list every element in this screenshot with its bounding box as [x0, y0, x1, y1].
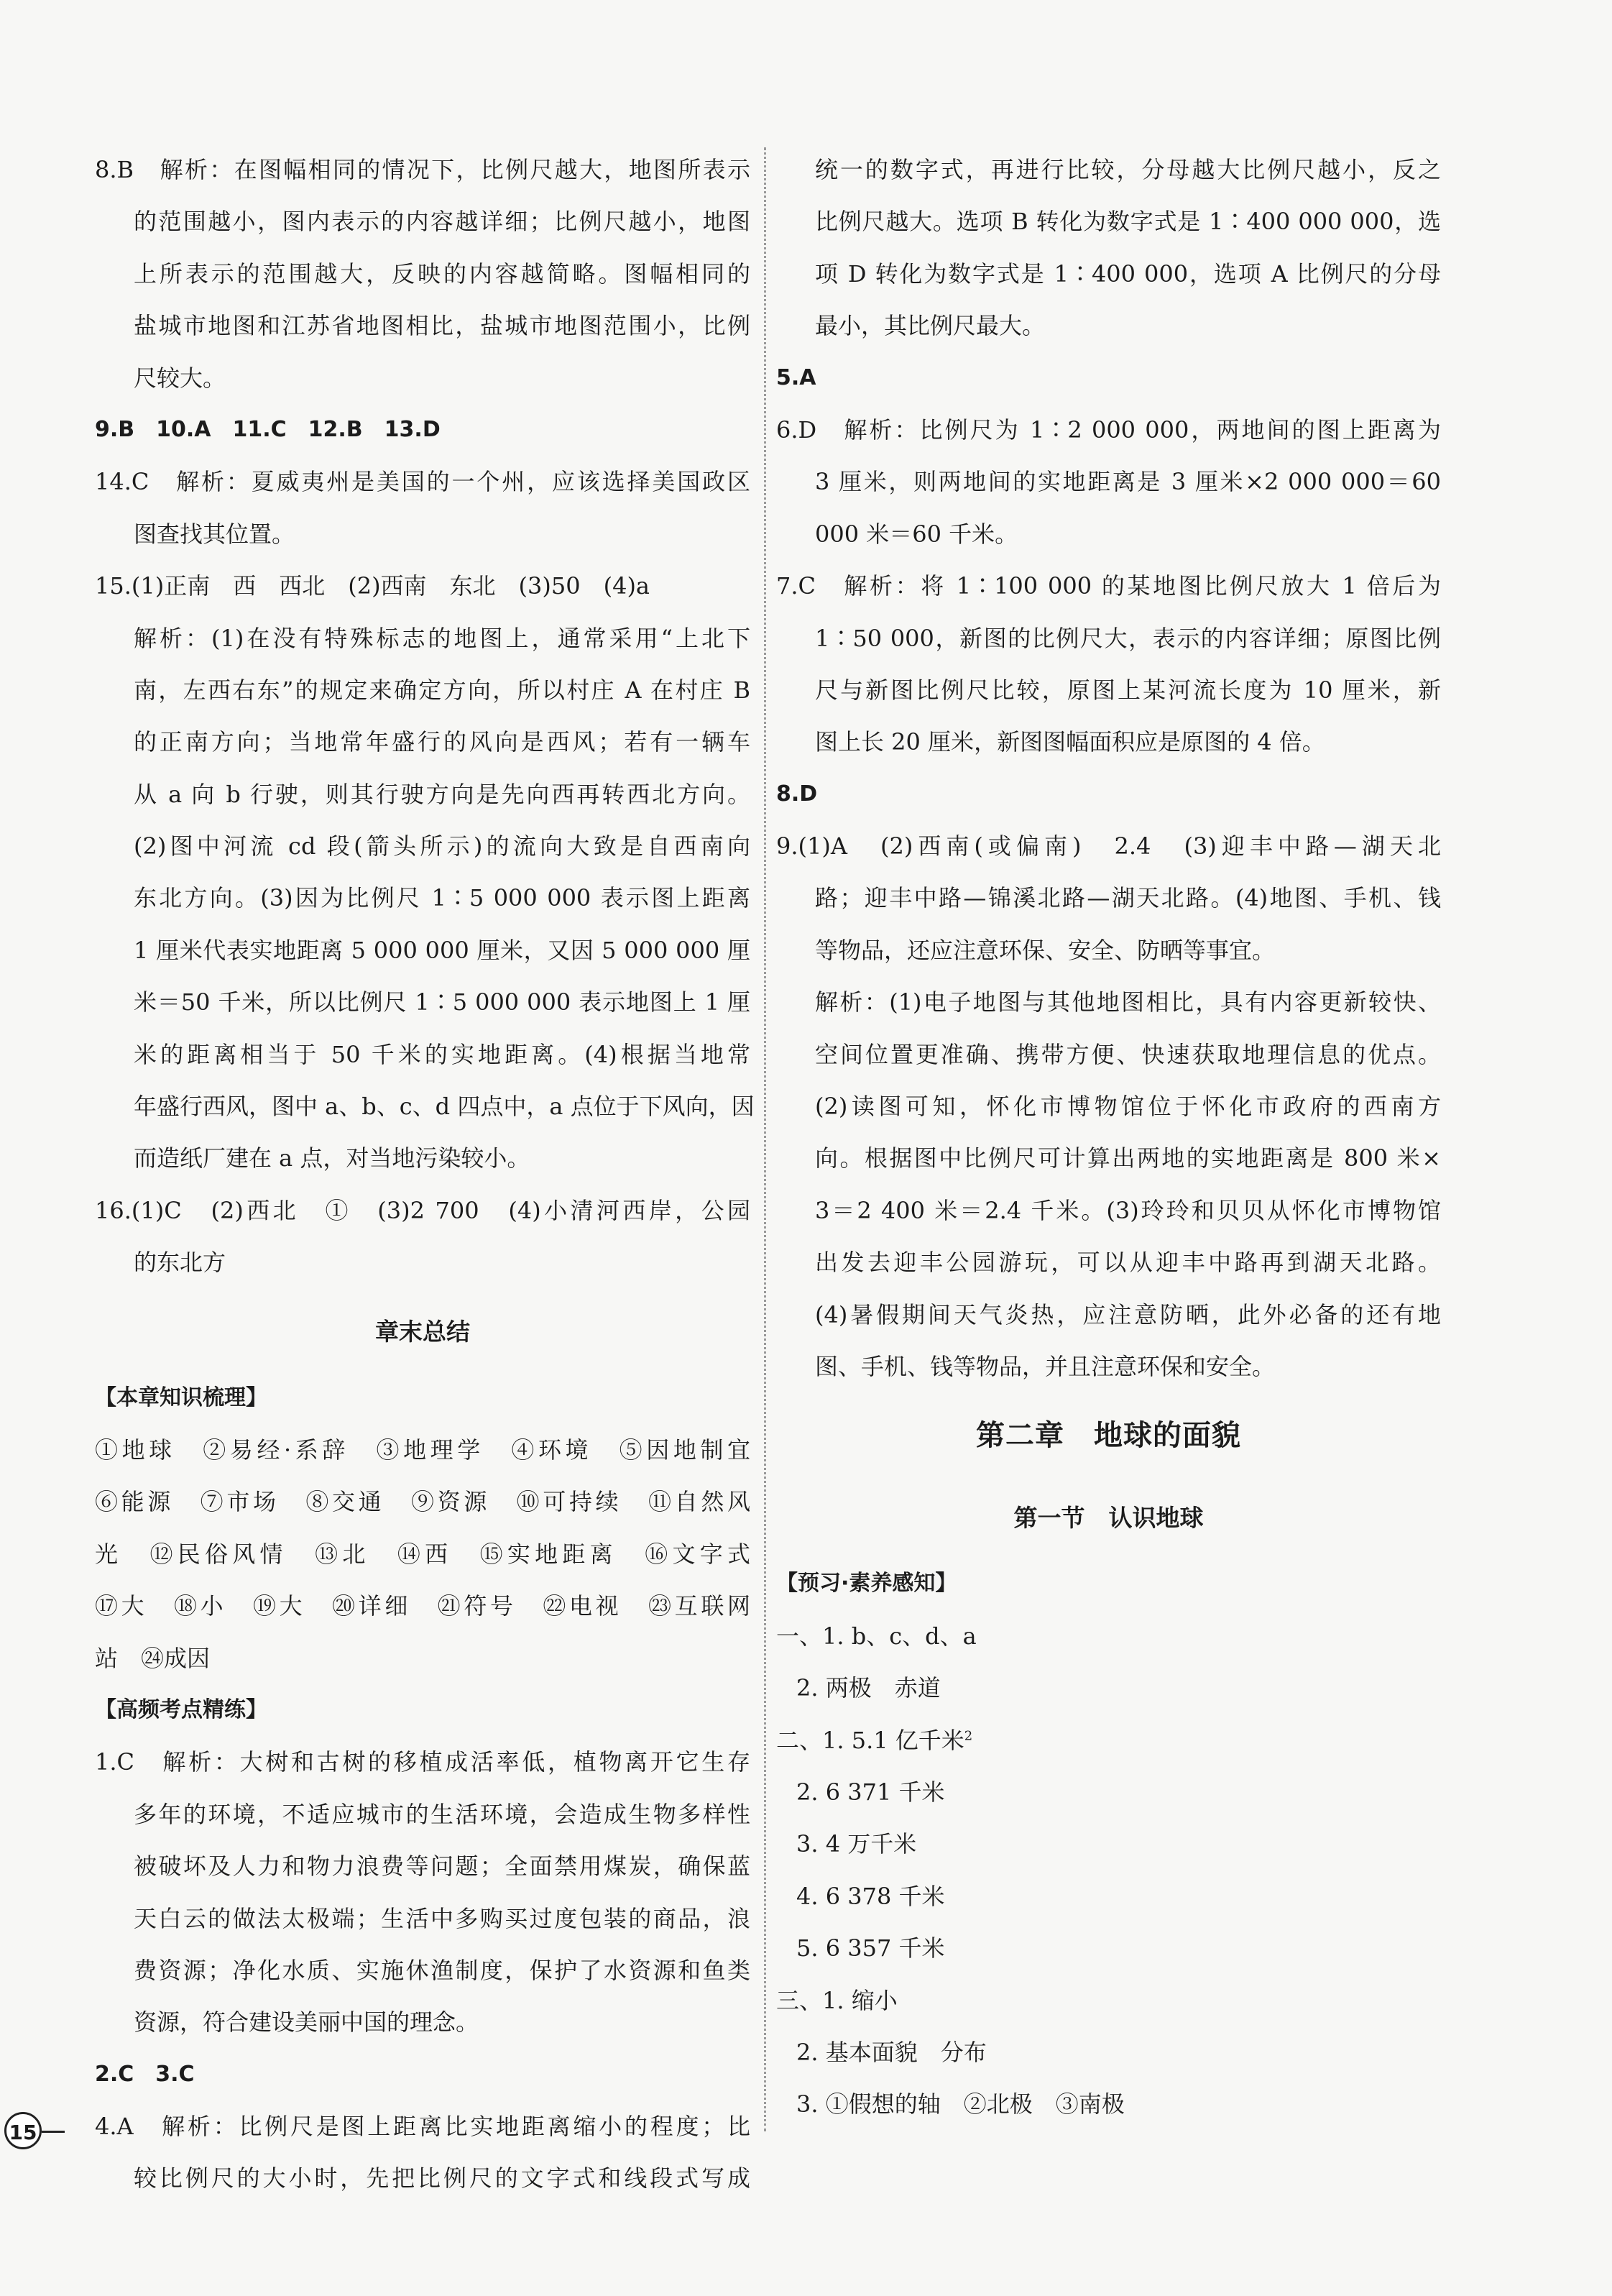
right-line: 1∶50 000，新图的比例尺大，表示的内容详细；原图比例 — [815, 624, 1441, 652]
left-line: 的东北方 — [134, 1249, 226, 1277]
right-line: 比例尺越大。选项 B 转化为数字式是 1∶400 000 000，选 — [815, 208, 1441, 236]
right-line: 向。根据图中比例尺可计算出两地的实地距离是 800 米× — [815, 1144, 1441, 1172]
left-line: 光 ⑫民俗风情 ⑬北 ⑭西 ⑮实地距离 ⑯文字式 — [95, 1540, 750, 1568]
right-line: 3 厘米，则两地间的实地距离是 3 厘米×2 000 000＝60 — [815, 468, 1441, 496]
left-line: 9.B 10.A 11.C 12.B 13.D — [95, 416, 441, 442]
left-line: 资源，符合建设美丽中国的理念。 — [134, 2008, 479, 2036]
left-line: 南，左西右东”的规定来确定方向，所以村庄 A 在村庄 B — [134, 676, 750, 704]
left-line: 4.A 解析：比例尺是图上距离比实地距离缩小的程度；比 — [95, 2113, 750, 2141]
left-line: 东北方向。(3)因为比例尺 1∶5 000 000 表示图上距离 — [134, 884, 750, 912]
left-line: 尺较大。 — [134, 364, 226, 392]
left-line: 从 a 向 b 行驶，则其行驶方向是先向西再转西北方向。 — [134, 780, 750, 808]
left-line: 较比例尺的大小时，先把比例尺的文字式和线段式写成 — [134, 2164, 750, 2192]
left-line: 而造纸厂建在 a 点，对当地污染较小。 — [134, 1144, 530, 1172]
left-line: 1 厘米代表实地距离 5 000 000 厘米，又因 5 000 000 厘 — [134, 936, 750, 964]
left-column — [95, 144, 755, 2205]
left-line: 盐城市地图和江苏省地图相比，盐城市地图范围小，比例 — [134, 312, 750, 340]
left-line: 【本章知识梳理】 — [95, 1385, 267, 1410]
right-line: 7.C 解析：将 1∶100 000 的某地图比例尺放大 1 倍后为 — [776, 572, 1441, 600]
page-number-rule — [42, 2131, 65, 2133]
right-line: 9.(1)A (2)西南(或偏南) 2.4 (3)迎丰中路—湖天北 — [776, 832, 1441, 860]
left-line: 天白云的做法太极端；生活中多购买过度包装的商品，浪 — [134, 1904, 750, 1932]
left-line: 的正南方向；当地常年盛行的风向是西风；若有一辆车 — [134, 728, 750, 756]
right-line: 图、手机、钱等物品，并且注意环保和安全。 — [815, 1352, 1276, 1380]
right-line: 000 米＝60 千米。 — [815, 520, 1018, 548]
left-line: 站 ㉔成因 — [95, 1644, 211, 1672]
right-line: 路；迎丰中路—锦溪北路—湖天北路。(4)地图、手机、钱 — [815, 884, 1441, 912]
right-line: 第一节 认识地球 — [1013, 1504, 1204, 1533]
left-line: 【高频考点精练】 — [95, 1696, 267, 1722]
right-column — [776, 144, 1441, 2131]
left-line: ⑰大 ⑱小 ⑲大 ⑳详细 ㉑符号 ㉒电视 ㉓互联网 — [95, 1592, 750, 1620]
left-line: 15.(1)正南 西 西北 (2)西南 东北 (3)50 (4)a — [95, 572, 650, 600]
right-line: 空间位置更准确、携带方便、快速获取地理信息的优点。 — [815, 1040, 1441, 1068]
left-line: 16.(1)C (2)西北 ① (3)2 700 (4)小清河西岸，公园 — [95, 1196, 750, 1224]
right-line: 二、1. 5.1 亿千米$^2$ — [776, 1726, 973, 1754]
right-line: 解析：(1)电子地图与其他地图相比，具有内容更新较快、 — [815, 988, 1441, 1016]
page-number: 15 — [4, 2112, 42, 2149]
right-line: 8.D — [776, 781, 818, 807]
left-line: 上所表示的范围越大，反映的内容越简略。图幅相同的 — [134, 260, 750, 288]
right-line: 3. ①假想的轴 ②北极 ③南极 — [796, 2090, 1125, 2118]
left-line: 1.C 解析：大树和古树的移植成活率低，植物离开它生存 — [95, 1748, 750, 1776]
superscript: 2 — [964, 1727, 973, 1743]
left-line: ⑥能源 ⑦市场 ⑧交通 ⑨资源 ⑩可持续 ⑪自然风 — [95, 1488, 750, 1516]
right-line: 【预习·素养感知】 — [776, 1571, 957, 1597]
left-line: 图查找其位置。 — [134, 520, 295, 548]
left-line: 的范围越小，图内表示的内容越详细；比例尺越小，地图 — [134, 208, 750, 236]
right-line: 等物品，还应注意环保、安全、防晒等事宜。 — [815, 936, 1276, 964]
left-line: 米＝50 千米，所以比例尺 1∶5 000 000 表示地图上 1 厘 — [134, 988, 750, 1016]
left-line: 章末总结 — [375, 1317, 470, 1346]
right-line: 统一的数字式，再进行比较，分母越大比例尺越小，反之 — [815, 156, 1441, 183]
left-line: 解析：(1)在没有特殊标志的地图上，通常采用“上北下 — [134, 624, 750, 652]
right-line: 5.A — [776, 364, 816, 390]
left-line: 2.C 3.C — [95, 2061, 195, 2087]
right-line: 2. 两极 赤道 — [796, 1674, 941, 1702]
left-line: 年盛行西风，图中 a、b、c、d 四点中，a 点位于下风向，因 — [134, 1093, 755, 1121]
right-line: 出发去迎丰公园游玩，可以从迎丰中路再到湖天北路。 — [815, 1249, 1441, 1277]
right-line: 第二章 地球的面貌 — [976, 1419, 1241, 1453]
left-line: (2)图中河流 cd 段(箭头所示)的流向大致是自西南向 — [134, 832, 750, 860]
left-line: 14.C 解析：夏威夷州是美国的一个州，应该选择美国政区 — [95, 468, 750, 496]
right-line: 3＝2 400 米＝2.4 千米。(3)玲玲和贝贝从怀化市博物馆 — [815, 1196, 1441, 1224]
right-line: 图上长 20 厘米，新图图幅面积应是原图的 4 倍。 — [815, 728, 1325, 756]
right-line: 三、1. 缩小 — [776, 1986, 898, 2014]
right-line: 6.D 解析：比例尺为 1∶2 000 000，两地间的图上距离为 — [776, 415, 1441, 444]
right-line: 尺与新图比例尺比较，原图上某河流长度为 10 厘米，新 — [815, 676, 1441, 704]
left-line: 多年的环境，不适应城市的生活环境，会造成生物多样性 — [134, 1800, 750, 1828]
left-line: 被破坏及人力和物力浪费等问题；全面禁用煤炭，确保蓝 — [134, 1852, 750, 1881]
right-line: (2)读图可知，怀化市博物馆位于怀化市政府的西南方 — [815, 1093, 1441, 1121]
column-divider — [764, 147, 766, 2131]
right-line: 2. 基本面貌 分布 — [796, 2038, 987, 2066]
left-line: 米的距离相当于 50 千米的实地距离。(4)根据当地常 — [134, 1040, 750, 1068]
left-line: 费资源；净化水质、实施休渔制度，保护了水资源和鱼类 — [134, 1956, 750, 1984]
right-line: 一、1. b、c、d、a — [776, 1622, 977, 1650]
right-line: 4. 6 378 千米 — [796, 1882, 945, 1910]
right-line: 项 D 转化为数字式是 1∶400 000，选项 A 比例尺的分母 — [815, 260, 1441, 288]
left-line: ①地球 ②易经·系辞 ③地理学 ④环境 ⑤因地制宜 — [95, 1436, 750, 1464]
right-line: (4)暑假期间天气炎热，应注意防晒，此外必备的还有地 — [815, 1300, 1441, 1328]
right-line: 5. 6 357 千米 — [796, 1934, 945, 1962]
right-line: 最小，其比例尺最大。 — [815, 312, 1046, 340]
left-line: 8.B 解析：在图幅相同的情况下，比例尺越大，地图所表示 — [95, 156, 750, 183]
right-line: 2. 6 371 千米 — [796, 1778, 945, 1806]
right-line: 3. 4 万千米 — [796, 1830, 917, 1858]
